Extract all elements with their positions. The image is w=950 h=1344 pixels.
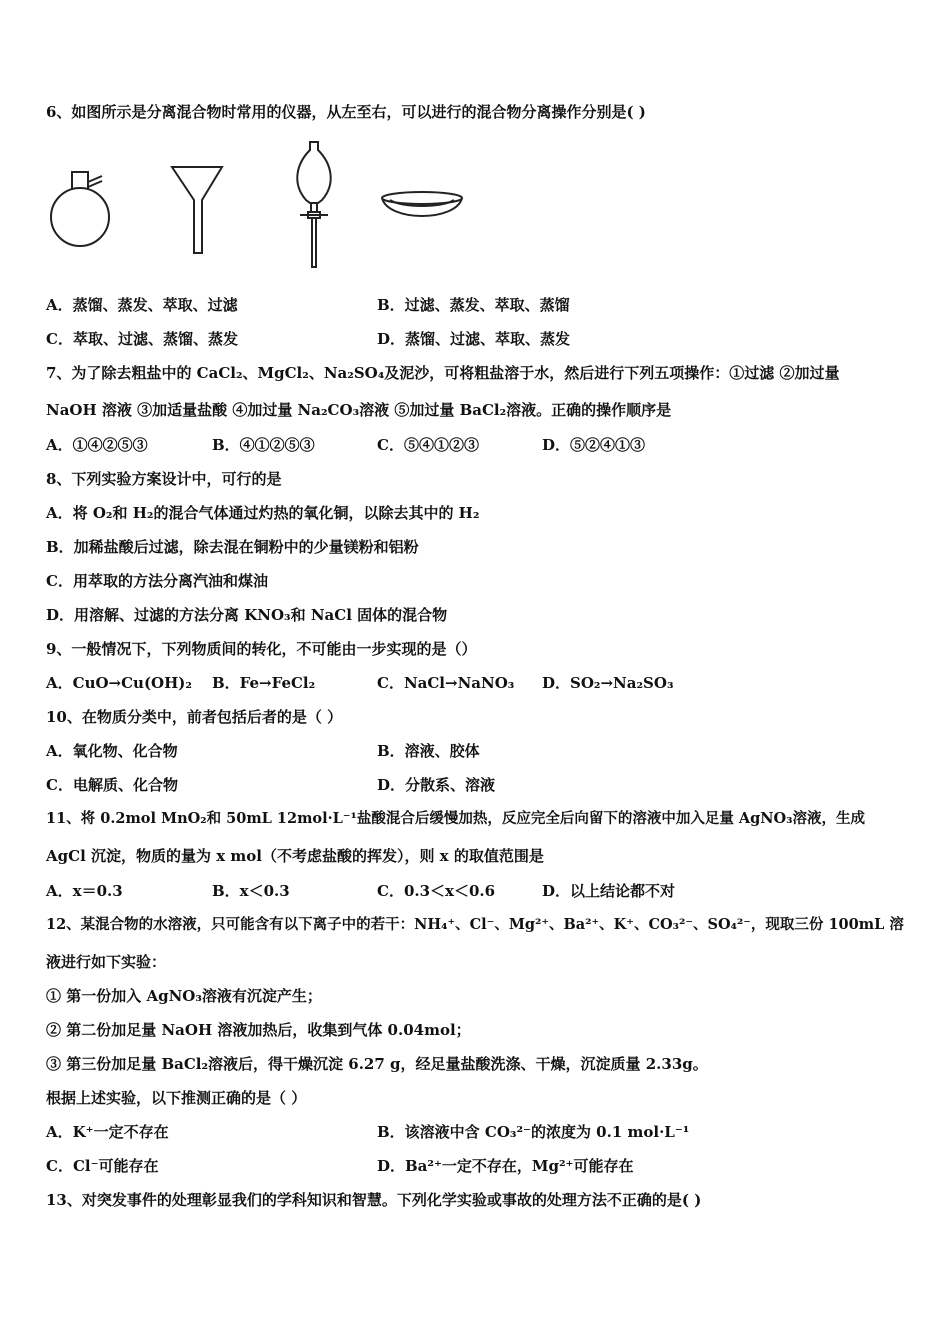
q11-option-a: A．x＝0.3 bbox=[46, 882, 123, 900]
q10-option-b: B．溶液、胶体 bbox=[377, 742, 480, 760]
q12-option-b: B．该溶液中含 CO₃²⁻的浓度为 0.1 mol·L⁻¹ bbox=[377, 1123, 690, 1141]
q6-option-c: C．萃取、过滤、蒸馏、蒸发 bbox=[46, 330, 238, 348]
q8-option-d: D．用溶解、过滤的方法分离 KNO₃和 NaCl 固体的混合物 bbox=[46, 606, 448, 624]
q7-stem-line1: 7、为了除去粗盐中的 CaCl₂、MgCl₂、Na₂SO₄及泥沙，可将粗盐溶于水，然后进行下列五项操作：①过滤 ②加过量 bbox=[46, 364, 840, 382]
q10-option-a: A．氧化物、化合物 bbox=[46, 742, 178, 760]
q13-stem: 13、对突发事件的处理彰显我们的学科知识和智慧。下列化学实验或事故的处理方法不正确的是( ) bbox=[46, 1191, 702, 1209]
distillation-flask-icon bbox=[51, 172, 109, 246]
separatory-funnel-icon bbox=[297, 142, 330, 267]
q12-stem-line2: 液进行如下实验： bbox=[46, 953, 167, 971]
q11-option-d: D．以上结论都不对 bbox=[542, 882, 676, 900]
q6-option-b: B．过滤、蒸发、萃取、蒸馏 bbox=[377, 296, 570, 314]
q7-option-d: D．⑤②④①③ bbox=[542, 436, 646, 454]
q7-option-a: A．①④②⑤③ bbox=[46, 436, 148, 454]
evaporating-dish-icon bbox=[382, 192, 462, 216]
q12-experiment-3: ③ 第三份加足量 BaCl₂溶液后，得干燥沉淀 6.27 g，经足量盐酸洗涤、干燥，沉淀质量 2.33g。 bbox=[46, 1055, 708, 1073]
q7-option-b: B．④①②⑤③ bbox=[212, 436, 315, 454]
q9-option-d: D．SO₂→Na₂SO₃ bbox=[542, 674, 674, 692]
q11-option-b: B．x＜0.3 bbox=[212, 882, 290, 900]
q10-stem: 10、在物质分类中，前者包括后者的是（ ） bbox=[46, 708, 343, 726]
q12-experiment-2: ② 第二份加足量 NaOH 溶液加热后，收集到气体 0.04mol； bbox=[46, 1021, 471, 1039]
q11-stem-line1: 11、将 0.2mol MnO₂和 50mL 12mol·L⁻¹盐酸混合后缓慢加热，反应完全后向留下的溶液中加入足量 AgNO₃溶液，生成 bbox=[46, 810, 866, 827]
q12-question: 根据上述实验，以下推测正确的是（ ） bbox=[46, 1089, 307, 1107]
q9-option-b: B．Fe→FeCl₂ bbox=[212, 674, 316, 692]
q8-option-b: B．加稀盐酸后过滤，除去混在铜粉中的少量镁粉和铝粉 bbox=[46, 538, 419, 556]
q12-option-d: D．Ba²⁺一定不存在，Mg²⁺可能存在 bbox=[377, 1157, 634, 1175]
q12-option-a: A．K⁺一定不存在 bbox=[46, 1123, 169, 1141]
q11-stem-line2: AgCl 沉淀，物质的量为 x mol（不考虑盐酸的挥发），则 x 的取值范围是 bbox=[46, 847, 544, 865]
q6-stem: 6、如图所示是分离混合物时常用的仪器，从左至右，可以进行的混合物分离操作分别是( ) bbox=[46, 103, 646, 121]
q7-option-c: C．⑤④①②③ bbox=[377, 436, 479, 454]
q9-stem: 9、一般情况下，下列物质间的转化，不可能由一步实现的是（） bbox=[46, 640, 477, 658]
q6-option-d: D．蒸馏、过滤、萃取、蒸发 bbox=[377, 330, 571, 348]
q8-option-c: C．用萃取的方法分离汽油和煤油 bbox=[46, 572, 268, 590]
q12-experiment-1: ① 第一份加入 AgNO₃溶液有沉淀产生； bbox=[46, 987, 322, 1005]
funnel-icon bbox=[172, 167, 222, 253]
q9-option-c: C．NaCl→NaNO₃ bbox=[377, 674, 515, 692]
q8-option-a: A．将 O₂和 H₂的混合气体通过灼热的氧化铜，以除去其中的 H₂ bbox=[46, 504, 480, 522]
q12-stem-line1: 12、某混合物的水溶液，只可能含有以下离子中的若干：NH₄⁺、Cl⁻、Mg²⁺、Ba²⁺、K⁺、CO₃²⁻、SO₄²⁻，现取三份 100mL 溶 bbox=[46, 916, 904, 933]
q12-option-c: C．Cl⁻可能存在 bbox=[46, 1157, 159, 1175]
q11-option-c: C．0.3＜x＜0.6 bbox=[377, 882, 496, 900]
q7-stem-line2: NaOH 溶液 ③加适量盐酸 ④加过量 Na₂CO₃溶液 ⑤加过量 BaCl₂溶液。正确的操作顺序是 bbox=[46, 401, 672, 419]
q8-stem: 8、下列实验方案设计中，可行的是 bbox=[46, 470, 282, 488]
q10-option-c: C．电解质、化合物 bbox=[46, 776, 178, 794]
q6-option-a: A．蒸馏、蒸发、萃取、过滤 bbox=[46, 296, 238, 314]
q10-option-d: D．分散系、溶液 bbox=[377, 776, 496, 794]
apparatus-figure bbox=[40, 140, 480, 280]
q9-option-a: A．CuO→Cu(OH)₂ bbox=[46, 674, 192, 692]
